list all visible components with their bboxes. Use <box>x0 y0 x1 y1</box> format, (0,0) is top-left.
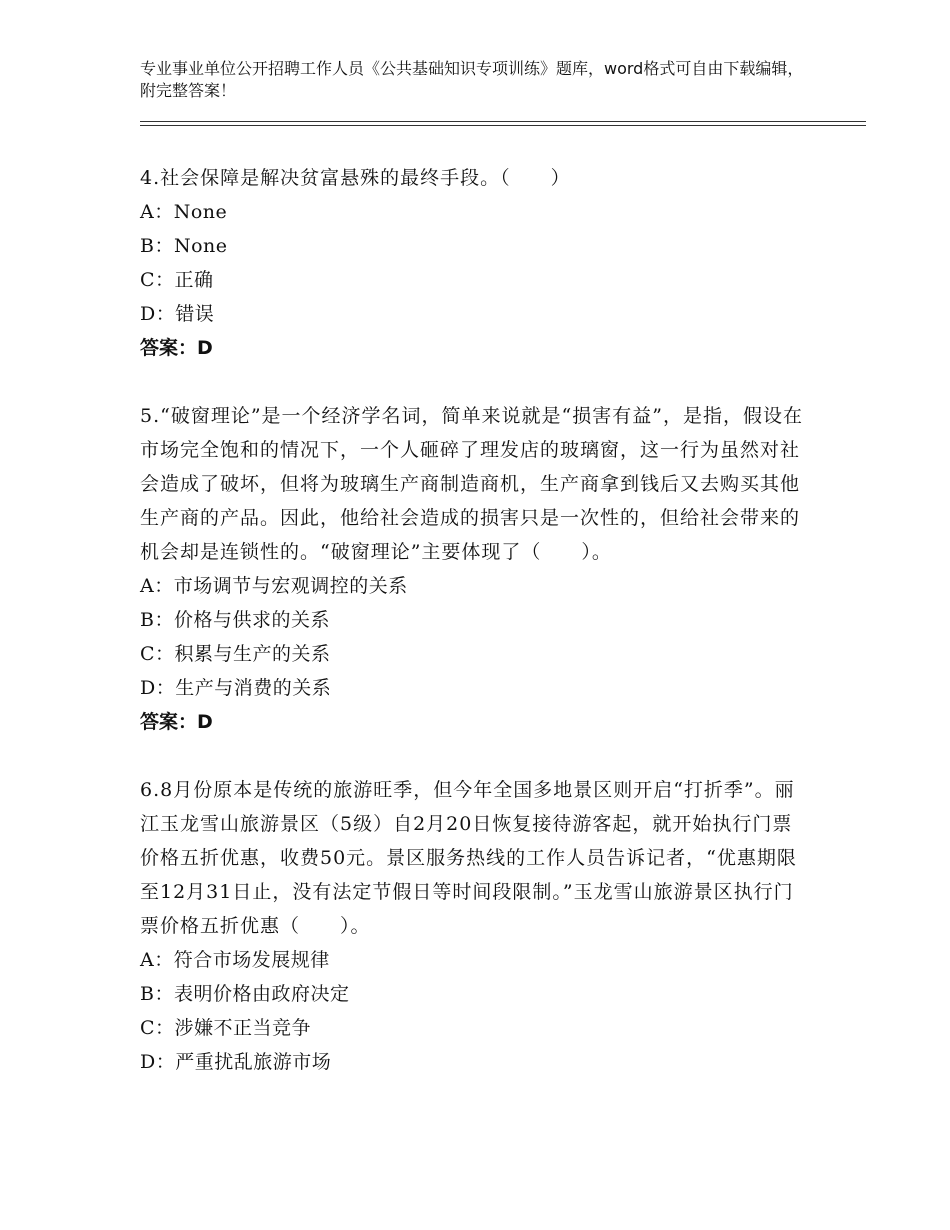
question-text: 5.“破窗理论”是一个经济学名词，简单来说就是“损害有益”，是指，假设在市场完全饱和的情况下，一个人砸碎了理发店的玻璃窗，这一行为虽然对社会造成了破坏，但将为玻璃生产商制造商机，生产商拿到钱后又去购买其他生产商的产品。因此，他给社会造成的损害只是一次性的，但给社会带来的机会却是连锁性的。“破窗理论”主要体现了（ ）。 <box>140 405 803 563</box>
header-rule-top <box>140 121 866 122</box>
option-b: B：None <box>140 235 228 257</box>
option-c: C：积累与生产的关系 <box>140 643 331 665</box>
option-a: A：None <box>140 201 228 223</box>
option-b: B：价格与供求的关系 <box>140 609 330 631</box>
question-text: 6.8月份原本是传统的旅游旺季，但今年全国多地景区则开启“打折季”。丽江玉龙雪山旅游景区（5级）自2月20日恢复接待游客起，就开始执行门票价格五折优惠，收费50元。景区服务热线的工作人员告诉记者，“优惠期限至12月31日止，没有法定节假日等时间段限制。”玉龙雪山旅游景区执行门票价格五折优惠（ ）。 <box>140 779 797 937</box>
question-list <box>140 161 810 1113</box>
option-d: D：生产与消费的关系 <box>140 677 332 699</box>
option-b: B：表明价格由政府决定 <box>140 983 350 1005</box>
option-a: A：符合市场发展规律 <box>140 949 330 971</box>
option-c: C：正确 <box>140 269 214 291</box>
answer: 答案：D <box>140 337 213 359</box>
option-a: A：市场调节与宏观调控的关系 <box>140 575 408 597</box>
answer: 答案：D <box>140 711 213 733</box>
question-5 <box>140 399 810 739</box>
question-6 <box>140 773 810 1079</box>
question-text: 4.社会保障是解决贫富悬殊的最终手段。（ ） <box>140 167 571 189</box>
page-header: 专业事业单位公开招聘工作人员《公共基础知识专项训练》题库，word格式可自由下载编辑，附完整答案！ <box>140 59 804 100</box>
question-4 <box>140 161 810 365</box>
option-c: C：涉嫌不正当竞争 <box>140 1017 312 1039</box>
option-d: D：严重扰乱旅游市场 <box>140 1051 332 1073</box>
header-rule-bottom <box>140 125 866 126</box>
option-d: D：错误 <box>140 303 215 325</box>
